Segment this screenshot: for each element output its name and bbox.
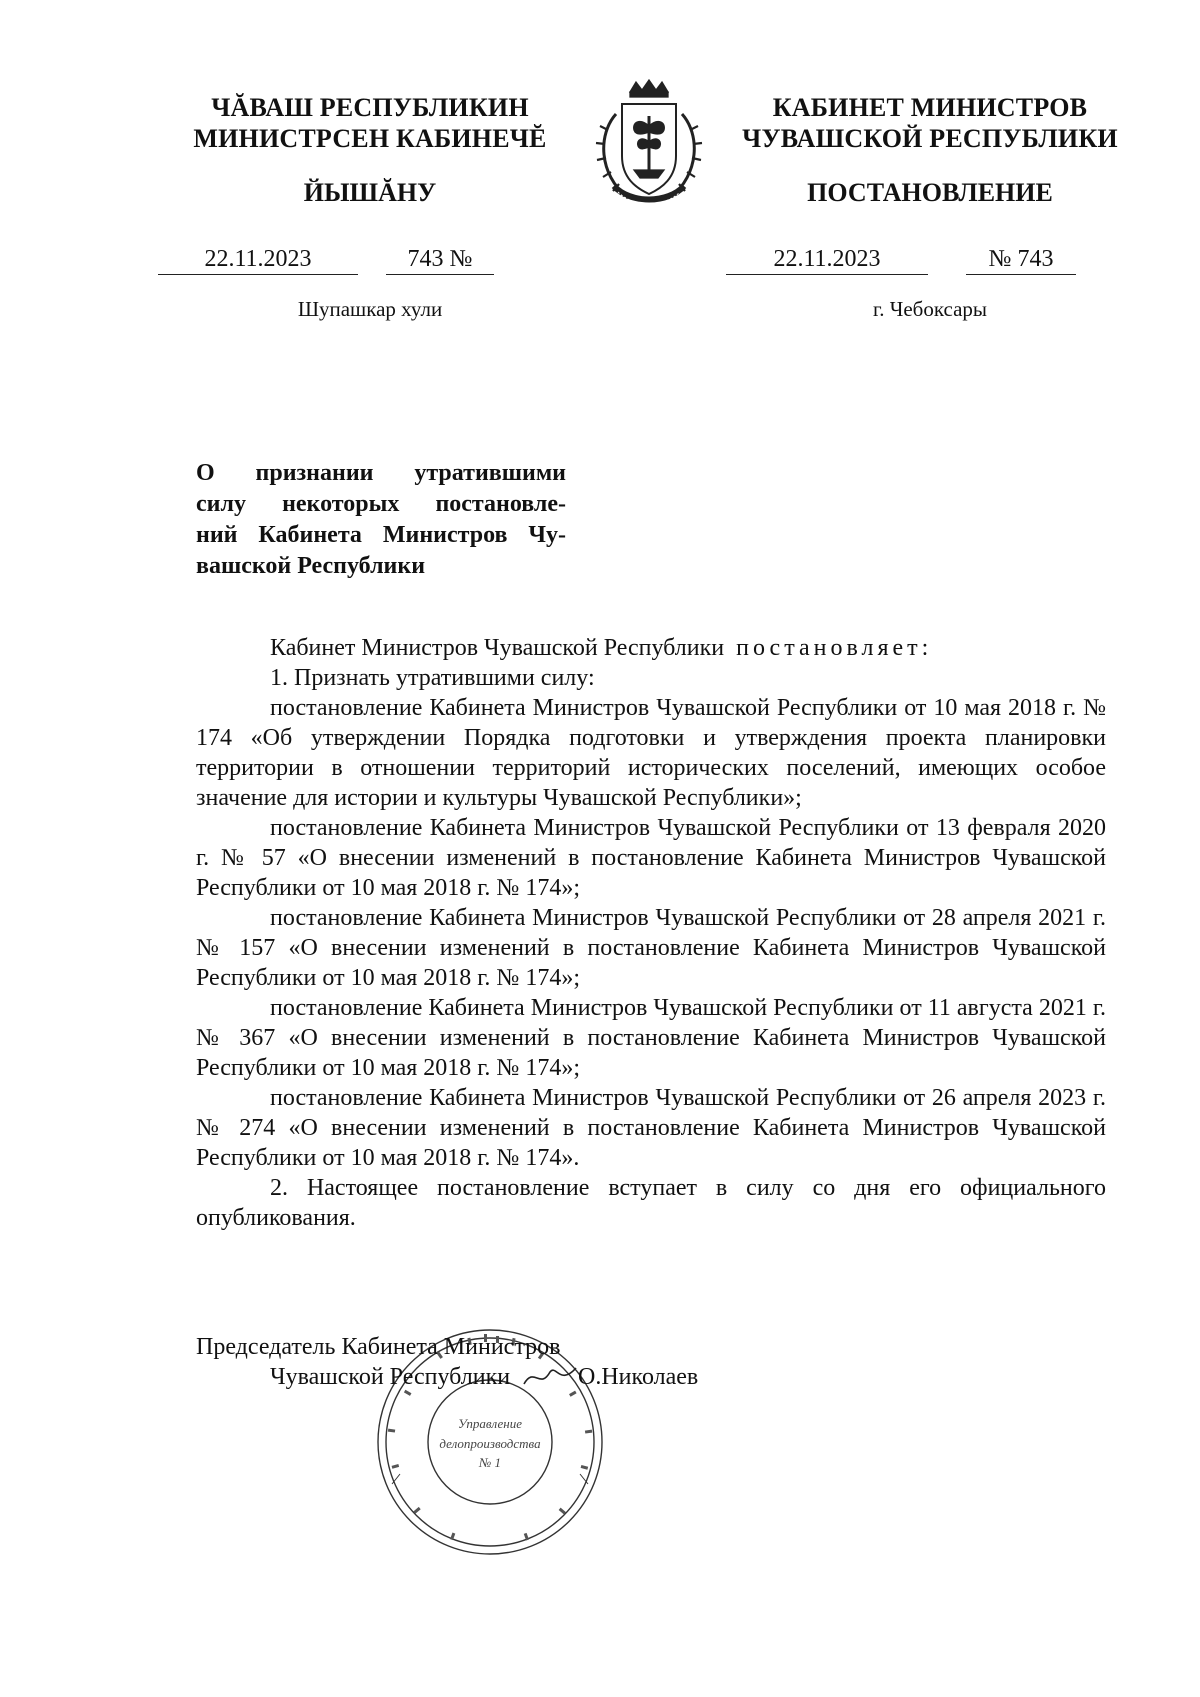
header-left-org — [190, 92, 550, 154]
paragraph-5: постановление Кабинета Министров Чувашской Республики от 26 апреля 2023 г. № 274 «О внесении изменений в постановление Кабинета Министров Чувашской Республики от 10 мая 2018 г. № 174». — [196, 1085, 1106, 1171]
right-date: 22.11.2023 — [726, 246, 928, 275]
item-1: 1. Признать утратившими силу: — [270, 665, 595, 691]
preamble-verb: постановляет: — [736, 635, 933, 661]
header-right-org — [720, 92, 1140, 154]
right-number: № 743 — [966, 246, 1076, 275]
preamble-text: Кабинет Министров Чувашской Республики — [270, 635, 725, 661]
paragraph-4: постановление Кабинета Министров Чувашской Республики от 11 августа 2021 г. № 367 «О внесении изменений в постановление Кабинета Министров Чувашской Республики от 10 мая 2018 г. № 174»; — [196, 995, 1106, 1081]
handwritten-signature-icon — [520, 1362, 580, 1392]
item-2: 2. Настоящее постановление вступает в силу со дня его официального опубликования. — [196, 1175, 1106, 1231]
stamp-center-line1: Управление — [457, 1416, 523, 1431]
left-date: 22.11.2023 — [158, 246, 358, 275]
title-line4: вашской Республики — [196, 553, 426, 579]
signature-line1: Председатель Кабинета Министров — [196, 1334, 561, 1360]
stamp-center-line3: № 1 — [478, 1455, 502, 1470]
header-right-line2: ЧУВАШСКОЙ РЕСПУБЛИКИ — [742, 124, 1118, 153]
signatory-name: О.Николаев — [578, 1364, 699, 1390]
signature-line2: Чувашской Республики — [270, 1364, 511, 1390]
header-right-doc-type: ПОСТАНОВЛЕНИЕ — [807, 178, 1053, 207]
paragraph-3: постановление Кабинета Министров Чувашской Республики от 28 апреля 2021 г. № 157 «О внесении изменений в постановление Кабинета Министров Чувашской Республики от 10 мая 2018 г. № 174»; — [196, 905, 1106, 991]
left-place: Шупашкар хули — [297, 297, 443, 321]
header-left-line2: МИНИСТРСЕН КАБИНЕЧĔ — [193, 124, 547, 153]
paragraph-2: постановление Кабинета Министров Чувашской Республики от 13 февраля 2020 г. № 57 «О внесении изменений в постановление Кабинета Министров Чувашской Республики от 10 мая 2018 г. № 174»; — [196, 815, 1106, 901]
left-number: 743 № — [386, 246, 494, 275]
header-left-line1: ЧĂВАШ РЕСПУБЛИКИН — [211, 93, 529, 122]
preamble — [196, 633, 1106, 663]
title-line2: силу некоторых постановле- — [196, 491, 566, 517]
title-line3: ний Кабинета Министров Чу- — [196, 522, 566, 548]
paragraph-1: постановление Кабинета Министров Чувашской Республики от 10 мая 2018 г. № 174 «Об утверждении Порядка подготовки и утверждения проекта планировки территории в отношении территорий исторических поселений, имеющих особое значение для истории и культуры Чувашской Республики»; — [196, 695, 1106, 811]
stamp-center-line2: делопроизводства — [439, 1436, 541, 1451]
document-title — [196, 458, 566, 582]
chuvash-emblem-icon — [578, 74, 720, 216]
title-line1: О признании утратившими — [196, 460, 566, 486]
header-right-line1: КАБИНЕТ МИНИСТРОВ — [772, 93, 1088, 122]
right-place: г. Чебоксары — [872, 297, 988, 321]
header-left-doc-type: ЙЫШĂНУ — [303, 178, 437, 207]
document-body — [196, 633, 1106, 1233]
